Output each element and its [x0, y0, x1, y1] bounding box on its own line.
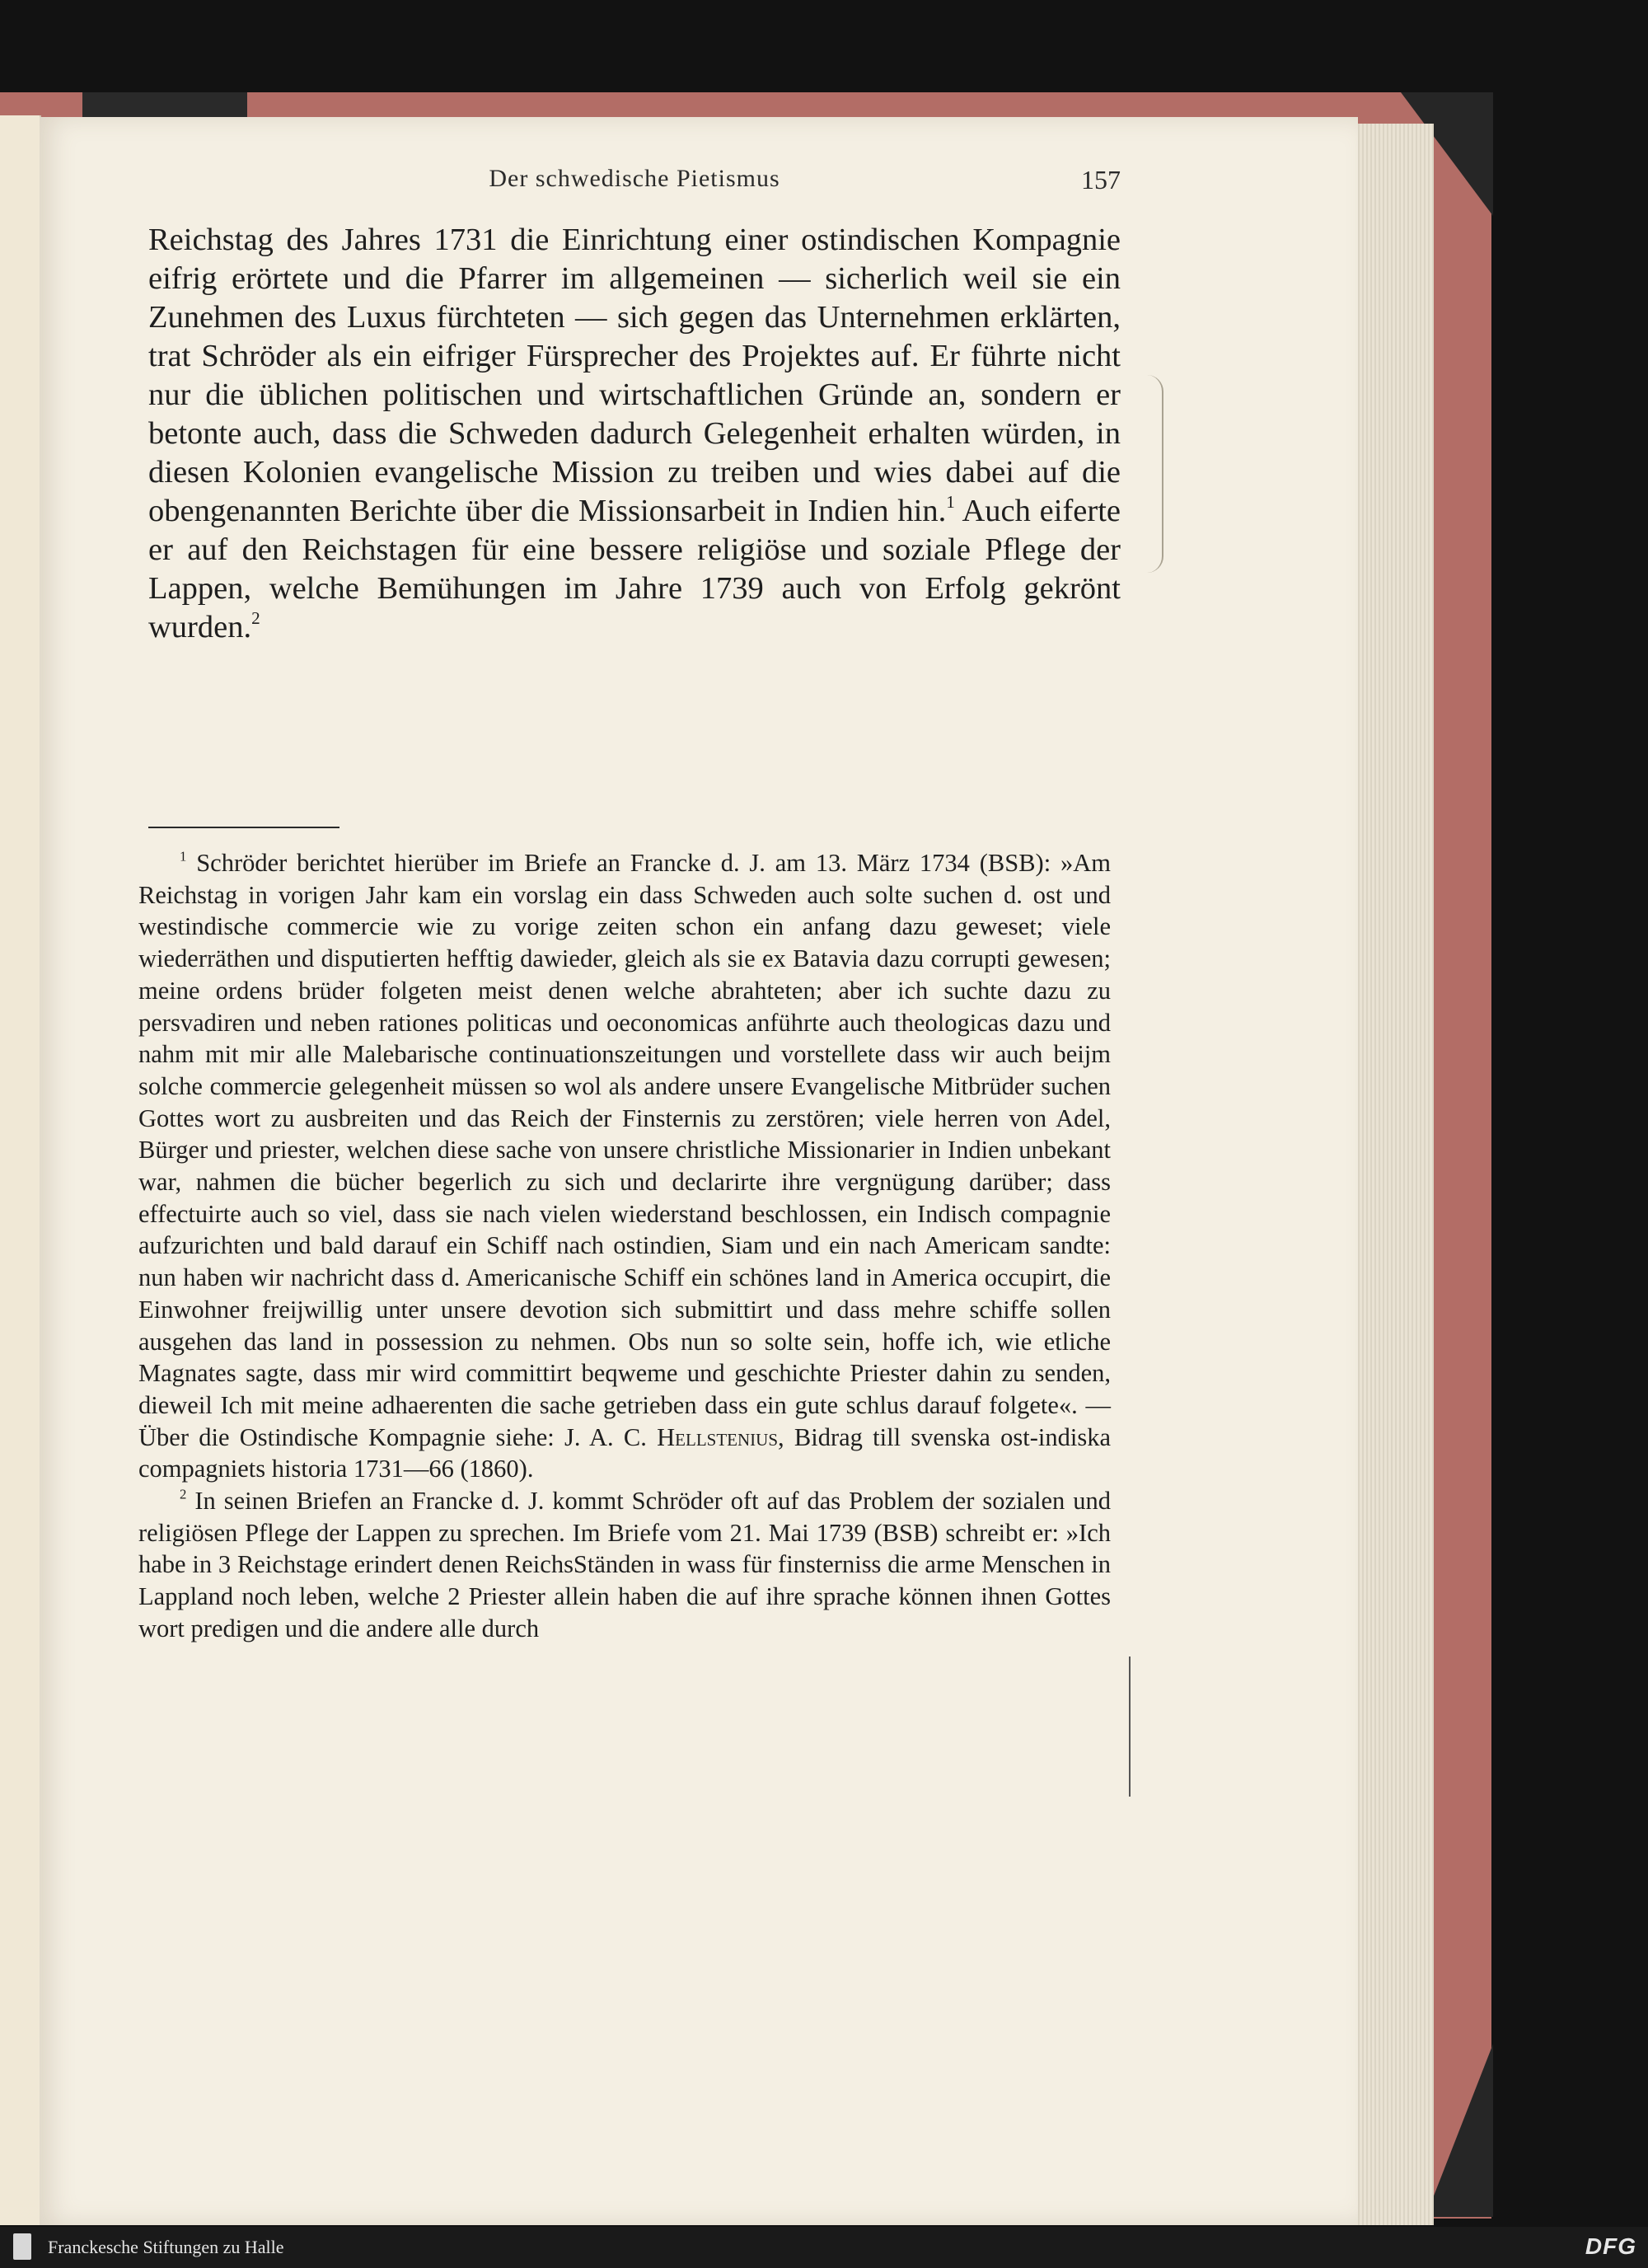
margin-line-mark	[1122, 1656, 1131, 1797]
footnote-ref-2: 2	[251, 608, 260, 629]
footnote-ref-1: 1	[946, 492, 955, 513]
viewer-footer-bar	[0, 2227, 1648, 2268]
body-text	[148, 221, 1121, 647]
footnote-2-text: In seinen Briefen an Francke d. J. kommt Schröder oft auf das Problem der sozialen und religiösen Pflege der Lappen zu sprechen. Im Briefe vom 21. Mai 1739 (BSB) schreibt er: »Ich habe in 3 Reichstage erindert denen ReichsStänden in wass für finsterniss die arme Menschen in Lappland noch leben, welche 2 Priester allein haben die auf ihre sprache können ihnen Gottes wort predigen und die andere alle durch	[138, 1487, 1111, 1642]
body-text-part-2: Auch eiferte er auf den Reichstagen für eine bessere religiöse und soziale Pflege der Lappen, welche Bemühungen im Jahre 1739 auch von Erfolg gekrönt wurden.	[148, 494, 1121, 644]
margin-pencil-mark	[1147, 375, 1163, 573]
footnote-2-number: 2	[180, 1486, 187, 1502]
footnote-1-number: 1	[180, 848, 187, 865]
institution-logo-icon	[13, 2233, 31, 2260]
footnote-separator	[148, 827, 339, 828]
institution-name: Franckesche Stiftungen zu Halle	[48, 2237, 284, 2257]
footnote-1-author: Hellstenius	[657, 1422, 779, 1451]
page-header	[148, 165, 1121, 201]
body-paragraph	[148, 221, 1121, 647]
page-block-edge	[1351, 124, 1434, 2225]
page-number: 157	[1081, 165, 1121, 194]
footnotes	[138, 847, 1111, 1645]
footnote-1	[138, 847, 1111, 1485]
dfg-logo: DFG	[1585, 2233, 1636, 2259]
footnote-1-text-a: Schröder berichtet hierüber im Briefe an Francke d. J. am 13. März 1734 (BSB): »Am Reichstag in vorigen Jahr kam ein vorslag ein dass Schweden auch solte suchen d. ost und westindische commercie wie zu vorige zeiten schon ein anfang dazu geweset; viele wiederräthen und disputierten hefftig dawieder, gleich als sie ex Batavia dazu corrupti gewesen; meine ordens brüder folgeten meist denen welche abrahteten; aber ich suchte dazu zu persvadiren und neben rationes politicas und oeconomicas anführte auch theologicas dazu und nahm mit mir alle Malebarische continuationszeitungen und vorstellete dass wir auch beijm solche commercie gelegenheit müssen so wol als andere unsere Evangelische Mitbrüder suchen Gottes wort zu ausbreiten und das Reich der Finsternis zu zerstören; viele herren von Adel, Bürger und priester, welchen diese sache von unsere christliche Missionarier in Indien unbekant war, nahmen die bücher begerlich zu sich und declarirte ihre vergnügung darüber; dass effectuirte auch so viel, dass sie nach vielen wiederstand beschlossen, ein Indisch compagnie aufzurichten und bald darauf ein Schiff nach ostindien, Siam und ein nach Americam sandte: nun haben wir nachricht dass d. Americanische Schiff ein schönes land in America occupirt, die Einwohner freijwillig unter unsere devotion sich submittirt und dass mehre schiffe sollen ausgehen das land in possession zu nehmen. Obs nun so solte sein, hoffe ich, wie etliche Magnates sagte, dass mir wird committirt beqweme und geschichte Priester dahin zu senden, dieweil Ich mit meine adhaerenten die sache getrieben dass ein gute schlus darauf folgete«. — Über die Ostindische Kompagnie siehe: J. A. C.	[138, 849, 1111, 1451]
footnote-1-text-b: , Bidrag till svenska ost-indiska compagniets historia 1731—66 (1860).	[138, 1422, 1111, 1483]
previous-page-edge	[0, 115, 41, 2225]
footnote-2	[138, 1485, 1111, 1645]
body-text-part-1: Reichstag des Jahres 1731 die Einrichtung einer ostindischen Kompagnie eifrig erörtete und die Pfarrer im allgemeinen — sicherlich weil sie ein Zunehmen des Luxus fürchteten — sich gegen das Unternehmen erklärten, trat Schröder als ein eifriger Fürsprecher des Projektes auf. Er führte nicht nur die üblichen politischen und wirtschaftlichen Gründe an, sondern er betonte auch, dass die Schweden dadurch Gelegenheit erhalten würden, in diesen Kolonien evangelische Mission zu treiben und wies dabei auf die obengenannten Berichte über die Missionsarbeit in Indien hin.	[148, 223, 1121, 528]
running-title: Der schwedische Pietismus	[489, 165, 780, 192]
